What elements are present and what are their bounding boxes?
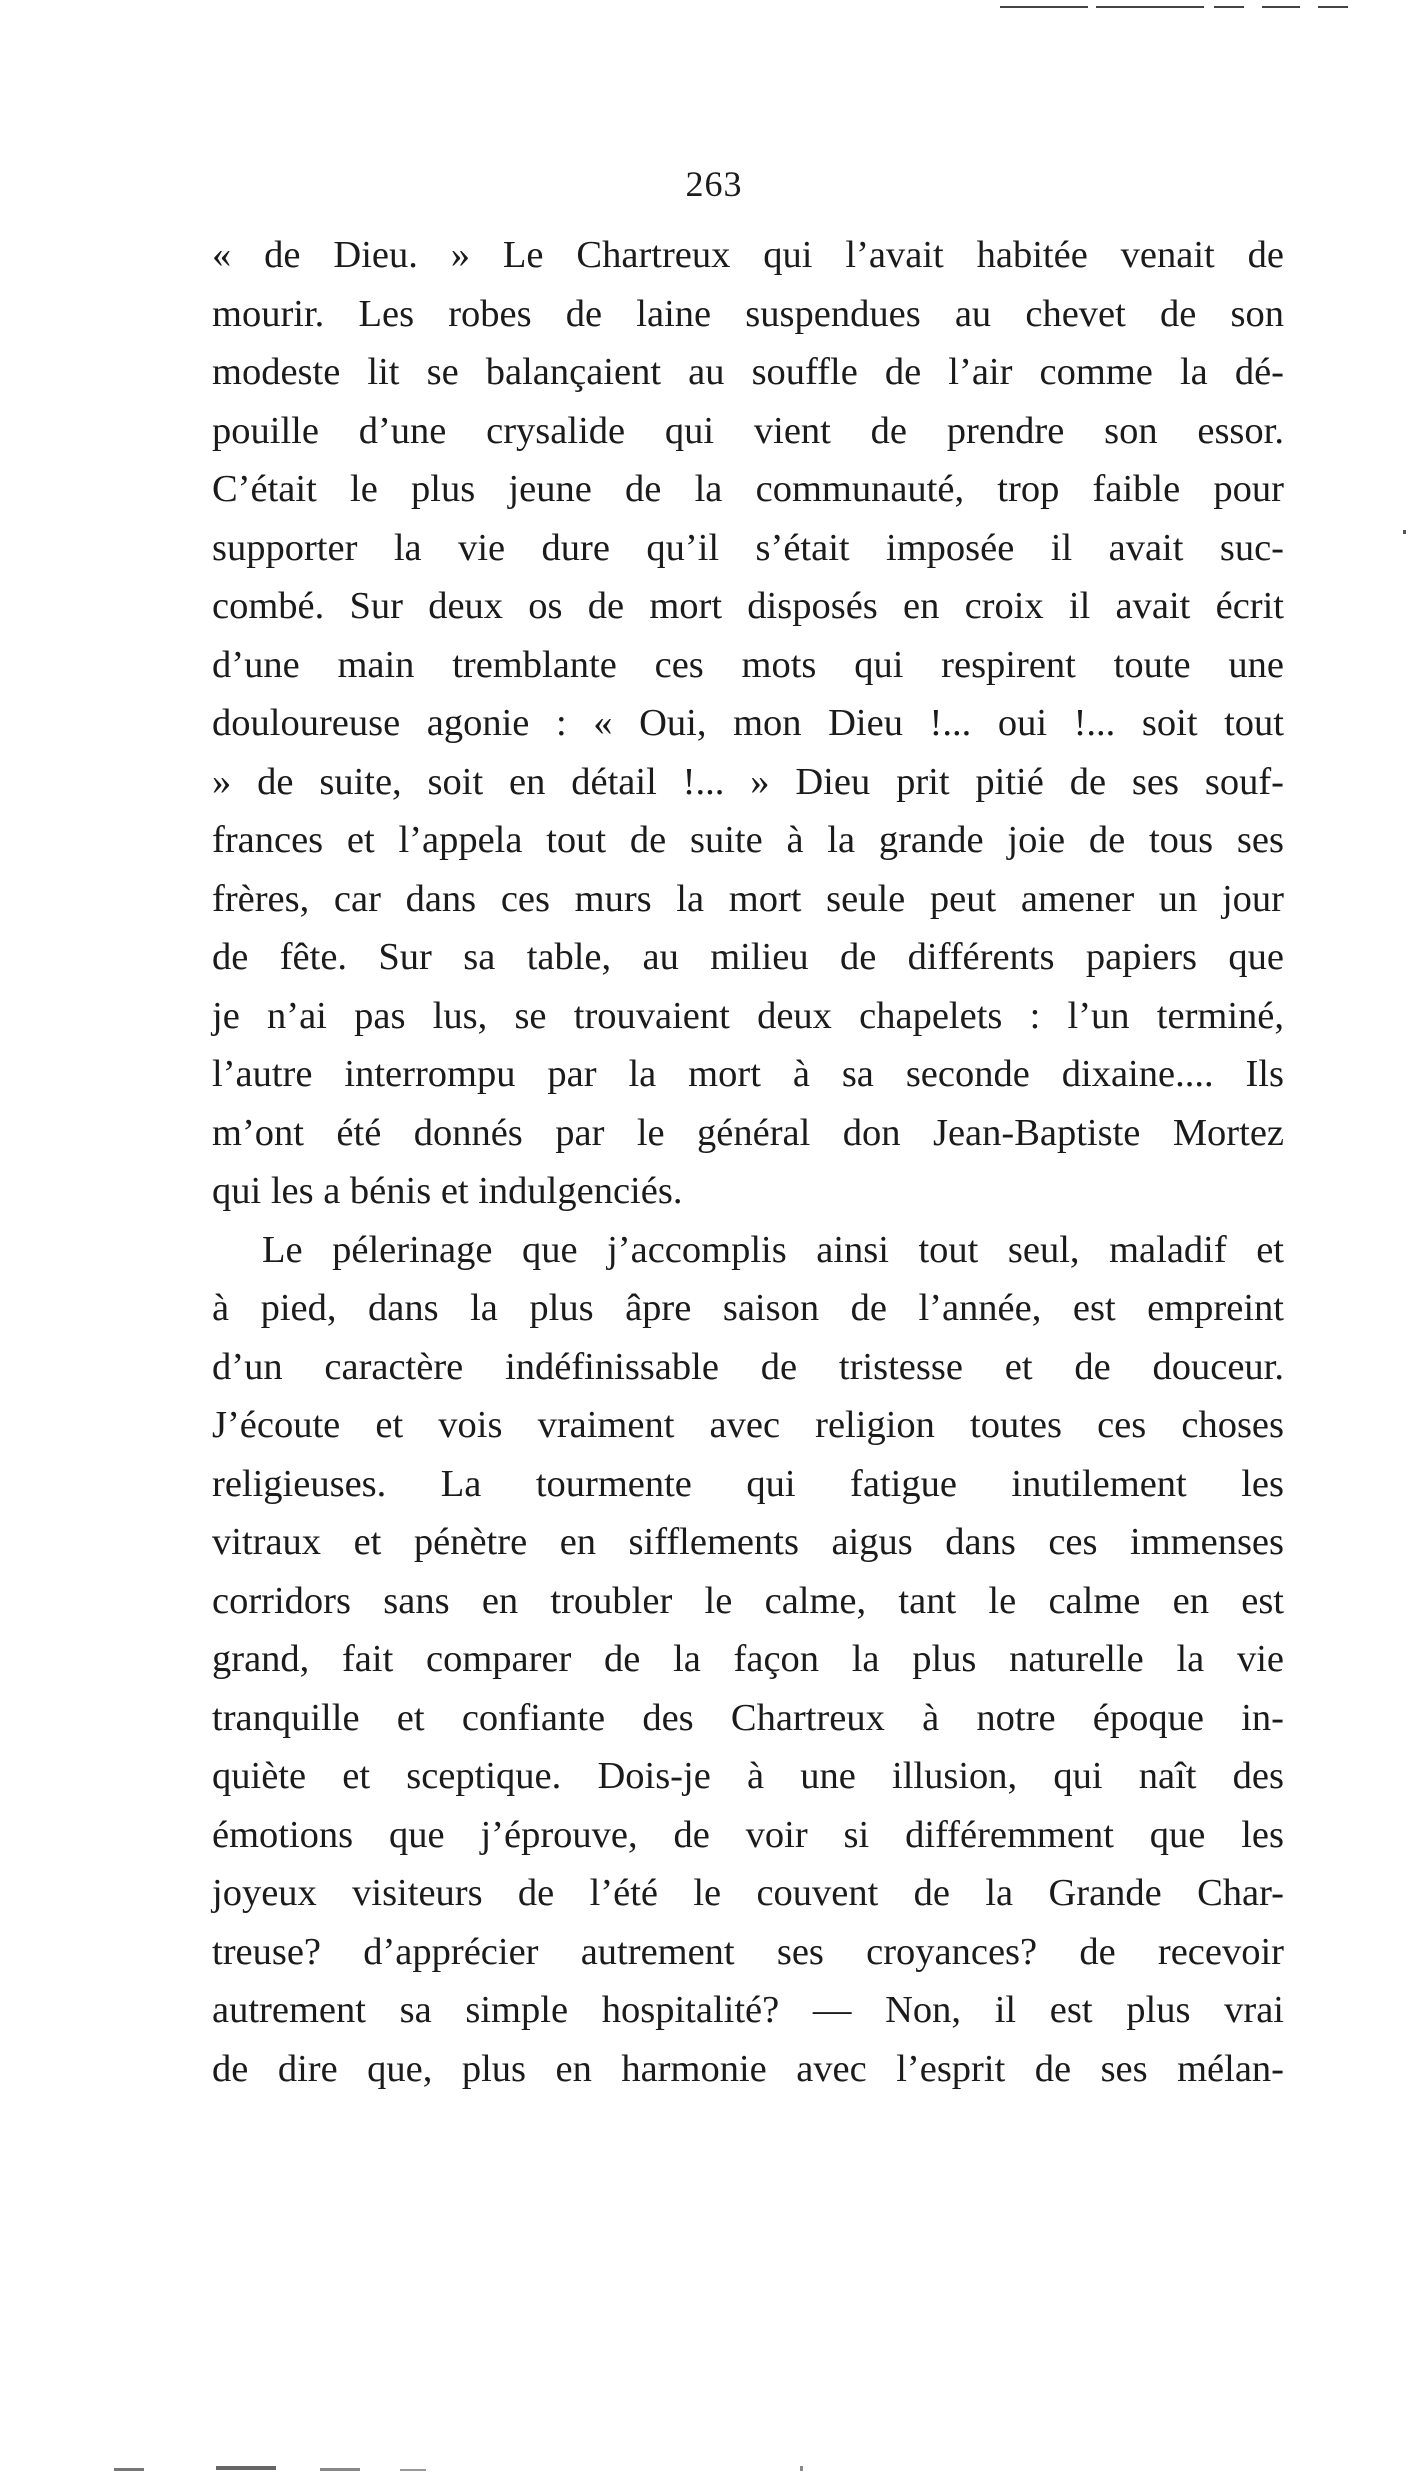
text-line: quiète et sceptique. Dois-je à une illusion, qui naît des: [212, 1755, 1284, 1797]
text-line: frances et l’appela tout de suite à la grande joie de tous ses: [212, 819, 1284, 861]
text-line: religieuses. La tourmente qui fatigue inutilement les: [212, 1462, 1284, 1505]
top-rule-2: [1096, 6, 1204, 8]
text-line: d’un caractère indéfinissable de tristesse et de douceur.: [212, 1345, 1284, 1388]
text-line: je n’ai pas lus, se trouvaient deux chapelets : l’un terminé,: [212, 994, 1284, 1037]
top-rule-3: [1214, 6, 1244, 8]
text-line: combé. Sur deux os de mort disposés en croix il avait écrit: [212, 585, 1284, 627]
scan-mark-bottom-1: [114, 2468, 144, 2471]
text-line: douloureuse agonie : « Oui, mon Dieu !... oui !... soit tout: [212, 702, 1284, 744]
text-line: autrement sa simple hospitalité? — Non, il est plus vrai: [212, 1989, 1284, 2031]
text-line: modeste lit se balançaient au souffle de l’air comme la dé-: [212, 351, 1284, 393]
text-line: Le pélerinage que j’accomplis ainsi tout seul, maladif et: [262, 1228, 1284, 1271]
scan-mark-bottom-4: [400, 2469, 426, 2471]
scan-dot: [1403, 530, 1406, 534]
text-line: grand, fait comparer de la façon la plus naturelle la vie: [212, 1638, 1284, 1680]
text-line: » de suite, soit en détail !... » Dieu prit pitié de ses souf-: [212, 760, 1284, 803]
page-number: 263: [685, 164, 743, 204]
text-line: émotions que j’éprouve, de voir si différemment que les: [212, 1813, 1284, 1856]
text-line: joyeux visiteurs de l’été le couvent de la Grande Char-: [212, 1872, 1284, 1914]
text-line: l’autre interrompu par la mort à sa seconde dixaine.... Ils: [212, 1053, 1284, 1095]
text-line: frères, car dans ces murs la mort seule peut amener un jour: [212, 877, 1284, 920]
text-line: vitraux et pénètre en sifflements aigus dans ces immenses: [212, 1521, 1284, 1563]
top-rule-4: [1262, 6, 1300, 8]
scan-mark-bottom-3: [320, 2468, 360, 2471]
text-line: treuse? d’apprécier autrement ses croyances? de recevoir: [212, 1930, 1284, 1973]
top-rule-1: [1000, 6, 1088, 8]
text-line: de fête. Sur sa table, au milieu de différents papiers que: [212, 936, 1284, 978]
scan-mark-bottom-2: [216, 2466, 276, 2470]
text-line: corridors sans en troubler le calme, tant le calme en est: [212, 1579, 1284, 1622]
text-line: à pied, dans la plus âpre saison de l’année, est empreint: [212, 1287, 1284, 1329]
text-line: C’était le plus jeune de la communauté, trop faible pour: [212, 468, 1284, 510]
text-line: mourir. Les robes de laine suspendues au chevet de son: [212, 292, 1284, 335]
text-line: qui les a bénis et indulgenciés.: [212, 1170, 683, 1212]
top-rule-5: [1318, 6, 1348, 8]
text-line: « de Dieu. » Le Chartreux qui l’avait habitée venait de: [212, 234, 1284, 276]
text-line: m’ont été donnés par le général don Jean-Baptiste Mortez: [212, 1111, 1284, 1154]
text-line: pouille d’une crysalide qui vient de prendre son essor.: [212, 409, 1284, 452]
text-line: d’une main tremblante ces mots qui respirent toute une: [212, 643, 1284, 686]
text-line: supporter la vie dure qu’il s’était imposée il avait suc-: [212, 526, 1284, 569]
scan-mark-bottom-5: [800, 2466, 803, 2471]
text-line: tranquille et confiante des Chartreux à notre époque in-: [212, 1696, 1284, 1739]
text-line: de dire que, plus en harmonie avec l’esprit de ses mélan-: [212, 2047, 1284, 2090]
body-text: [212, 226, 1284, 2098]
text-line: J’écoute et vois vraiment avec religion toutes ces choses: [212, 1404, 1284, 1446]
